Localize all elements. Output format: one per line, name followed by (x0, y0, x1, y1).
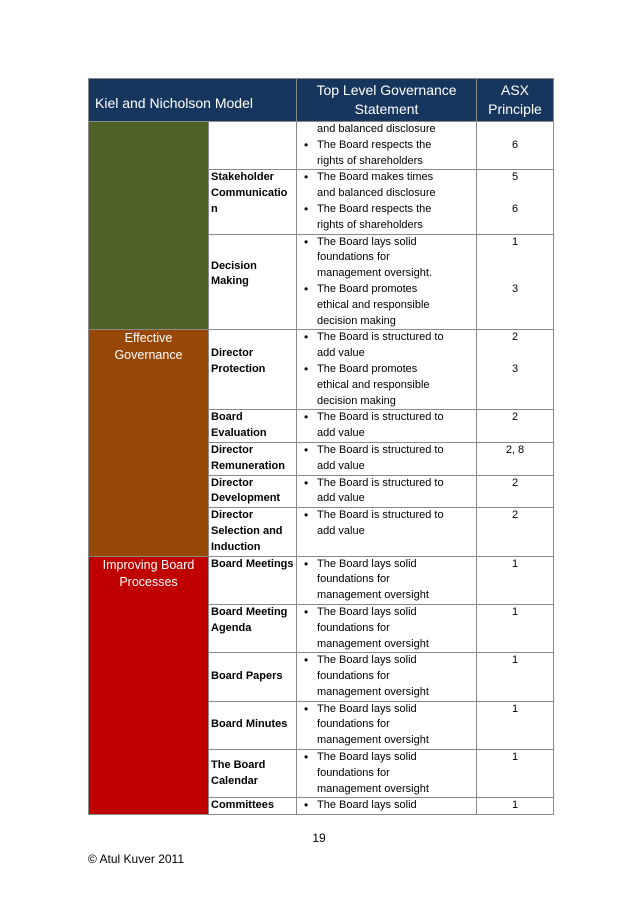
table-row (89, 122, 554, 170)
statement-cell (297, 475, 477, 508)
component-cell: Decision Making (209, 234, 297, 330)
component-cell: Board Evaluation (209, 410, 297, 443)
asx-cell: 2 3 (477, 330, 554, 410)
component-cell: Board Meetings (209, 556, 297, 604)
statement-bullet: • The Board makes times and balanced disclosure (299, 170, 474, 202)
statement-bullet: • The Board is structured to add value (299, 443, 474, 475)
statement-bullet: • The Board is structured to add value (299, 410, 474, 442)
statement-bullet: • The Board lays solid (299, 798, 474, 814)
component-cell: Director Remuneration (209, 442, 297, 475)
statement-cell (297, 653, 477, 701)
component-cell: Director Selection and Induction (209, 508, 297, 556)
table-header-row (89, 79, 554, 122)
asx-cell: 2, 8 (477, 442, 554, 475)
asx-cell: 2 (477, 475, 554, 508)
statement-bullet: • The Board promotes ethical and responsible decision making (299, 282, 474, 329)
asx-cell: 1 (477, 604, 554, 652)
copyright-footer: © Atul Kuver 2011 (88, 852, 185, 866)
statement-bullet: • The Board lays solid foundations for management oversight (299, 702, 474, 749)
statement-bullet: • The Board is structured to add value (299, 476, 474, 508)
statement-cell (297, 556, 477, 604)
model-cell-effective-governance (89, 330, 209, 556)
statement-cell (297, 701, 477, 749)
asx-cell: 1 (477, 750, 554, 798)
asx-cell: 1 (477, 701, 554, 749)
statement-cell (297, 508, 477, 556)
statement-cell (297, 330, 477, 410)
component-cell: Director Protection (209, 330, 297, 410)
asx-cell: 1 3 (477, 234, 554, 330)
component-cell: Committees (209, 798, 297, 815)
component-cell: Director Development (209, 475, 297, 508)
model-cell-green (89, 122, 209, 330)
statement-bullet: • The Board promotes ethical and responsible decision making (299, 362, 474, 409)
statement-bullet: • The Board lays solid foundations for management oversight (299, 557, 474, 604)
table-row (89, 556, 554, 604)
component-cell: The Board Calendar (209, 750, 297, 798)
component-cell: Board Papers (209, 653, 297, 701)
asx-cell: 2 (477, 508, 554, 556)
component-cell: Board Minutes (209, 701, 297, 749)
component-cell: Stakeholder Communicatio n (209, 170, 297, 234)
header-asx: ASX Principle (477, 79, 554, 122)
statement-cell (297, 750, 477, 798)
asx-cell: 1 (477, 653, 554, 701)
component-cell (209, 122, 297, 170)
statement-cell: and balanced disclosure • The Board respects the rights of shareholders (297, 122, 477, 170)
asx-cell: 2 (477, 410, 554, 443)
statement-bullet: • The Board is structured to add value (299, 330, 474, 362)
statement-bullet: • The Board lays solid foundations for management oversight (299, 750, 474, 797)
statement-cell (297, 798, 477, 815)
statement-cell (297, 442, 477, 475)
header-statement: Top Level Governance Statement (297, 79, 477, 122)
header-model: Kiel and Nicholson Model (89, 79, 297, 122)
asx-cell: 6 (477, 122, 554, 170)
governance-table (88, 78, 554, 815)
statement-cell (297, 170, 477, 234)
model-label-effective-governance: Effective Governance (114, 331, 183, 363)
asx-cell: 5 6 (477, 170, 554, 234)
page-number: 19 (312, 831, 326, 845)
component-cell: Board Meeting Agenda (209, 604, 297, 652)
statement-bullet: • The Board lays solid foundations for management oversight (299, 653, 474, 700)
table-row (89, 330, 554, 410)
statement-cell (297, 410, 477, 443)
statement-cell (297, 604, 477, 652)
statement-bullet: • The Board lays solid foundations for management oversight. (299, 235, 474, 282)
statement-cell (297, 234, 477, 330)
statement-bullet: • The Board respects the rights of shareholders (299, 202, 474, 234)
asx-cell: 1 (477, 556, 554, 604)
statement-bullet: • The Board is structured to add value (299, 508, 474, 540)
asx-cell: 1 (477, 798, 554, 815)
model-cell-improving-board-processes (89, 556, 209, 815)
statement-bullet: • The Board lays solid foundations for management oversight (299, 605, 474, 652)
model-label-improving-board-processes: Improving Board Processes (102, 557, 195, 589)
statement-bullet: • The Board respects the rights of shareholders (299, 138, 474, 170)
